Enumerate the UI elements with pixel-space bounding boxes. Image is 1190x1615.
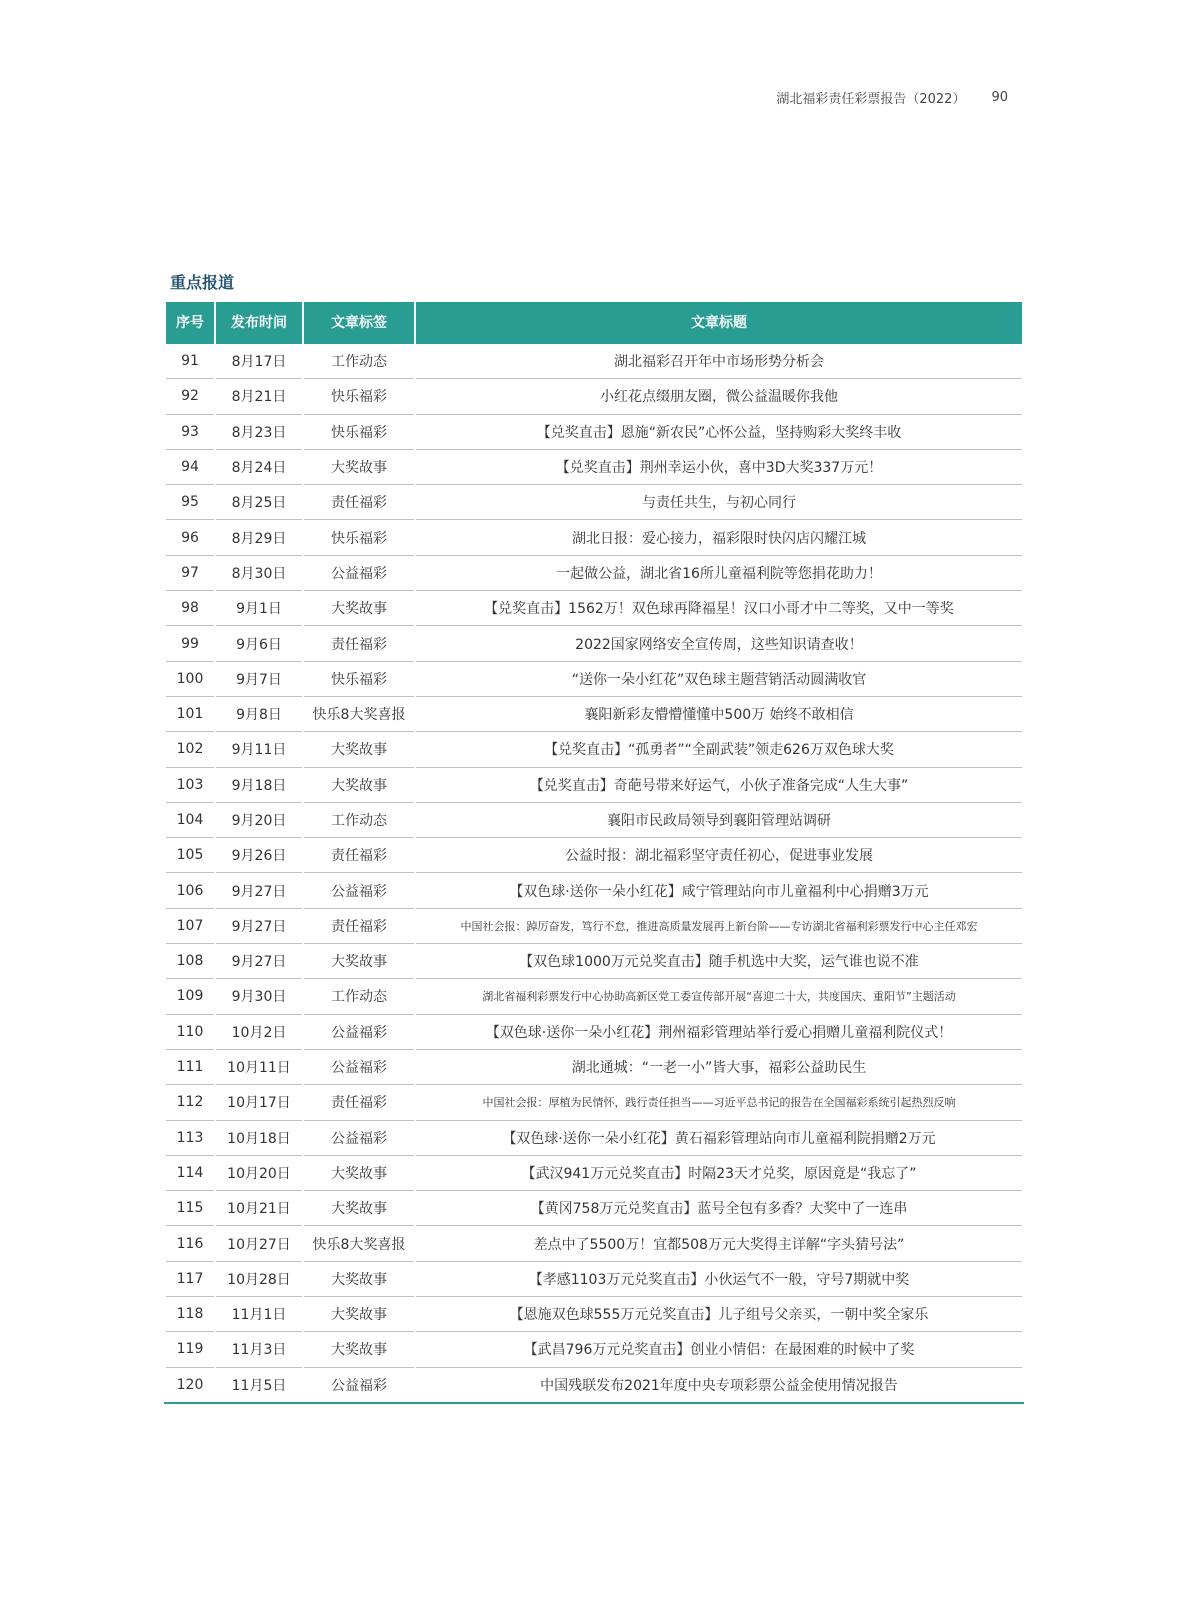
table-row bbox=[165, 414, 1023, 449]
table-row bbox=[165, 979, 1023, 1014]
cell-title: 湖北省福利彩票发行中心协助高新区党工委宣传部开展“喜迎二十大，共度国庆、重阳节”主题活动 bbox=[415, 979, 1023, 1014]
cell-date: 9月30日 bbox=[215, 979, 303, 1014]
table-row bbox=[165, 1120, 1023, 1155]
column-header-title: 文章标题 bbox=[415, 302, 1023, 343]
cell-no: 108 bbox=[165, 944, 215, 979]
cell-title: 湖北通城：“一老一小”皆大事，福彩公益助民生 bbox=[415, 1049, 1023, 1084]
report-title: 湖北福彩责任彩票报告（2022） bbox=[776, 92, 966, 107]
cell-date: 9月27日 bbox=[215, 908, 303, 943]
cell-no: 103 bbox=[165, 767, 215, 802]
cell-tag: 公益福彩 bbox=[303, 1014, 415, 1049]
cell-tag: 工作动态 bbox=[303, 979, 415, 1014]
cell-tag: 责任福彩 bbox=[303, 908, 415, 943]
cell-title: 【兑奖直击】荆州幸运小伙，喜中3D大奖337万元！ bbox=[415, 449, 1023, 484]
cell-no: 113 bbox=[165, 1120, 215, 1155]
table-row bbox=[165, 661, 1023, 696]
cell-title: 2022国家网络安全宣传周，这些知识请查收！ bbox=[415, 626, 1023, 661]
cell-title: 【孝感1103万元兑奖直击】小伙运气不一般，守号7期就中奖 bbox=[415, 1261, 1023, 1296]
cell-date: 9月7日 bbox=[215, 661, 303, 696]
cell-title: 一起做公益，湖北省16所儿童福利院等您捐花助力！ bbox=[415, 555, 1023, 590]
cell-tag: 快乐福彩 bbox=[303, 520, 415, 555]
cell-title: “送你一朵小红花”双色球主题营销活动圆满收官 bbox=[415, 661, 1023, 696]
cell-tag: 责任福彩 bbox=[303, 838, 415, 873]
table-row bbox=[165, 343, 1023, 379]
cell-no: 107 bbox=[165, 908, 215, 943]
table-row bbox=[165, 1049, 1023, 1084]
cell-tag: 大奖故事 bbox=[303, 1297, 415, 1332]
cell-no: 120 bbox=[165, 1367, 215, 1403]
cell-title: 小红花点缀朋友圈，微公益温暖你我他 bbox=[415, 379, 1023, 414]
cell-tag: 公益福彩 bbox=[303, 555, 415, 590]
cell-tag: 快乐福彩 bbox=[303, 661, 415, 696]
cell-date: 10月17日 bbox=[215, 1085, 303, 1120]
column-header-date: 发布时间 bbox=[215, 302, 303, 343]
cell-date: 9月8日 bbox=[215, 696, 303, 731]
table-header-row bbox=[165, 302, 1023, 343]
cell-date: 8月23日 bbox=[215, 414, 303, 449]
cell-tag: 大奖故事 bbox=[303, 591, 415, 626]
cell-date: 10月27日 bbox=[215, 1226, 303, 1261]
cell-title: 襄阳新彩友懵懵懂懂中500万 始终不敢相信 bbox=[415, 696, 1023, 731]
table-row bbox=[165, 873, 1023, 908]
table-row bbox=[165, 1332, 1023, 1367]
table-row bbox=[165, 838, 1023, 873]
table-row bbox=[165, 555, 1023, 590]
cell-no: 98 bbox=[165, 591, 215, 626]
cell-date: 10月11日 bbox=[215, 1049, 303, 1084]
table-row bbox=[165, 908, 1023, 943]
cell-title: 【双色球·送你一朵小红花】荆州福彩管理站举行爱心捐赠儿童福利院仪式！ bbox=[415, 1014, 1023, 1049]
cell-title: 【兑奖直击】恩施“新农民”心怀公益，坚持购彩大奖终丰收 bbox=[415, 414, 1023, 449]
cell-no: 101 bbox=[165, 696, 215, 731]
cell-title: 公益时报：湖北福彩坚守责任初心，促进事业发展 bbox=[415, 838, 1023, 873]
cell-date: 10月21日 bbox=[215, 1191, 303, 1226]
cell-date: 9月18日 bbox=[215, 767, 303, 802]
cell-date: 9月26日 bbox=[215, 838, 303, 873]
table-row bbox=[165, 802, 1023, 837]
cell-no: 91 bbox=[165, 343, 215, 379]
cell-title: 【双色球·送你一朵小红花】咸宁管理站向市儿童福利中心捐赠3万元 bbox=[415, 873, 1023, 908]
cell-title: 中国社会报：厚植为民情怀，践行责任担当——习近平总书记的报告在全国福彩系统引起热烈反响 bbox=[415, 1085, 1023, 1120]
table-row bbox=[165, 696, 1023, 731]
cell-date: 11月3日 bbox=[215, 1332, 303, 1367]
table-row bbox=[165, 1191, 1023, 1226]
cell-title: 【恩施双色球555万元兑奖直击】儿子组号父亲买，一朝中奖全家乐 bbox=[415, 1297, 1023, 1332]
cell-date: 10月20日 bbox=[215, 1155, 303, 1190]
cell-date: 9月27日 bbox=[215, 944, 303, 979]
cell-no: 95 bbox=[165, 485, 215, 520]
cell-title: 【兑奖直击】奇葩号带来好运气，小伙子准备完成“人生大事” bbox=[415, 767, 1023, 802]
cell-title: 襄阳市民政局领导到襄阳管理站调研 bbox=[415, 802, 1023, 837]
cell-tag: 工作动态 bbox=[303, 802, 415, 837]
cell-no: 99 bbox=[165, 626, 215, 661]
cell-no: 117 bbox=[165, 1261, 215, 1296]
column-header-no: 序号 bbox=[165, 302, 215, 343]
cell-title: 差点中了5500万！宜都508万元大奖得主详解“字头猜号法” bbox=[415, 1226, 1023, 1261]
cell-title: 【兑奖直击】1562万！双色球再降福星！汉口小哥才中二等奖，又中一等奖 bbox=[415, 591, 1023, 626]
cell-title: 【双色球1000万元兑奖直击】随手机选中大奖，运气谁也说不准 bbox=[415, 944, 1023, 979]
table-row bbox=[165, 379, 1023, 414]
cell-date: 8月21日 bbox=[215, 379, 303, 414]
cell-tag: 快乐福彩 bbox=[303, 379, 415, 414]
cell-date: 10月18日 bbox=[215, 1120, 303, 1155]
cell-title: 【黄冈758万元兑奖直击】蓝号全包有多香？大奖中了一连串 bbox=[415, 1191, 1023, 1226]
cell-title: 中国残联发布2021年度中央专项彩票公益金使用情况报告 bbox=[415, 1367, 1023, 1403]
page-header bbox=[776, 88, 1008, 107]
cell-tag: 责任福彩 bbox=[303, 485, 415, 520]
cell-no: 94 bbox=[165, 449, 215, 484]
table-row bbox=[165, 520, 1023, 555]
cell-no: 97 bbox=[165, 555, 215, 590]
cell-date: 10月2日 bbox=[215, 1014, 303, 1049]
table-row bbox=[165, 449, 1023, 484]
table-row bbox=[165, 626, 1023, 661]
cell-title: 【武汉941万元兑奖直击】时隔23天才兑奖，原因竟是“我忘了” bbox=[415, 1155, 1023, 1190]
cell-no: 119 bbox=[165, 1332, 215, 1367]
cell-date: 10月28日 bbox=[215, 1261, 303, 1296]
cell-date: 8月24日 bbox=[215, 449, 303, 484]
cell-date: 11月5日 bbox=[215, 1367, 303, 1403]
cell-no: 104 bbox=[165, 802, 215, 837]
table-row bbox=[165, 732, 1023, 767]
cell-title: 【兑奖直击】“孤勇者”“全副武装”领走626万双色球大奖 bbox=[415, 732, 1023, 767]
cell-no: 111 bbox=[165, 1049, 215, 1084]
cell-date: 11月1日 bbox=[215, 1297, 303, 1332]
table-row bbox=[165, 1014, 1023, 1049]
cell-no: 100 bbox=[165, 661, 215, 696]
cell-date: 9月6日 bbox=[215, 626, 303, 661]
cell-tag: 公益福彩 bbox=[303, 1120, 415, 1155]
page-number: 90 bbox=[991, 90, 1008, 105]
cell-tag: 快乐8大奖喜报 bbox=[303, 696, 415, 731]
cell-tag: 快乐福彩 bbox=[303, 414, 415, 449]
table-row bbox=[165, 1367, 1023, 1403]
cell-title: 湖北福彩召开年中市场形势分析会 bbox=[415, 343, 1023, 379]
column-header-tag: 文章标签 bbox=[303, 302, 415, 343]
cell-title: 中国社会报：踔厉奋发，笃行不怠，推进高质量发展再上新台阶——专访湖北省福利彩票发行中心主任邓宏 bbox=[415, 908, 1023, 943]
cell-no: 105 bbox=[165, 838, 215, 873]
cell-tag: 快乐8大奖喜报 bbox=[303, 1226, 415, 1261]
cell-tag: 公益福彩 bbox=[303, 873, 415, 908]
cell-no: 96 bbox=[165, 520, 215, 555]
cell-tag: 大奖故事 bbox=[303, 767, 415, 802]
cell-tag: 大奖故事 bbox=[303, 1261, 415, 1296]
table-row bbox=[165, 1085, 1023, 1120]
cell-no: 112 bbox=[165, 1085, 215, 1120]
table-row bbox=[165, 1155, 1023, 1190]
cell-date: 8月17日 bbox=[215, 343, 303, 379]
table-row bbox=[165, 767, 1023, 802]
table-row bbox=[165, 1261, 1023, 1296]
cell-no: 102 bbox=[165, 732, 215, 767]
cell-no: 109 bbox=[165, 979, 215, 1014]
cell-no: 118 bbox=[165, 1297, 215, 1332]
table-body bbox=[165, 343, 1023, 1403]
section-title: 重点报道 bbox=[170, 273, 235, 292]
cell-no: 114 bbox=[165, 1155, 215, 1190]
cell-title: 与责任共生，与初心同行 bbox=[415, 485, 1023, 520]
table-row bbox=[165, 944, 1023, 979]
cell-no: 110 bbox=[165, 1014, 215, 1049]
cell-no: 116 bbox=[165, 1226, 215, 1261]
table-row bbox=[165, 485, 1023, 520]
cell-no: 115 bbox=[165, 1191, 215, 1226]
cell-no: 93 bbox=[165, 414, 215, 449]
cell-tag: 大奖故事 bbox=[303, 449, 415, 484]
cell-tag: 公益福彩 bbox=[303, 1049, 415, 1084]
cell-date: 9月20日 bbox=[215, 802, 303, 837]
cell-tag: 责任福彩 bbox=[303, 626, 415, 661]
cell-date: 8月29日 bbox=[215, 520, 303, 555]
cell-date: 8月30日 bbox=[215, 555, 303, 590]
cell-tag: 工作动态 bbox=[303, 343, 415, 379]
cell-no: 106 bbox=[165, 873, 215, 908]
table-row bbox=[165, 1297, 1023, 1332]
cell-date: 9月1日 bbox=[215, 591, 303, 626]
reports-table bbox=[164, 302, 1024, 1404]
cell-date: 9月27日 bbox=[215, 873, 303, 908]
cell-date: 8月25日 bbox=[215, 485, 303, 520]
cell-tag: 大奖故事 bbox=[303, 732, 415, 767]
cell-title: 【双色球·送你一朵小红花】黄石福彩管理站向市儿童福利院捐赠2万元 bbox=[415, 1120, 1023, 1155]
cell-tag: 责任福彩 bbox=[303, 1085, 415, 1120]
cell-tag: 大奖故事 bbox=[303, 1332, 415, 1367]
cell-tag: 大奖故事 bbox=[303, 1191, 415, 1226]
cell-tag: 公益福彩 bbox=[303, 1367, 415, 1403]
cell-no: 92 bbox=[165, 379, 215, 414]
cell-tag: 大奖故事 bbox=[303, 944, 415, 979]
table-row bbox=[165, 591, 1023, 626]
cell-title: 湖北日报：爱心接力，福彩限时快闪店闪耀江城 bbox=[415, 520, 1023, 555]
cell-date: 9月11日 bbox=[215, 732, 303, 767]
table-row bbox=[165, 1226, 1023, 1261]
cell-title: 【武昌796万元兑奖直击】创业小情侣：在最困难的时候中了奖 bbox=[415, 1332, 1023, 1367]
cell-tag: 大奖故事 bbox=[303, 1155, 415, 1190]
